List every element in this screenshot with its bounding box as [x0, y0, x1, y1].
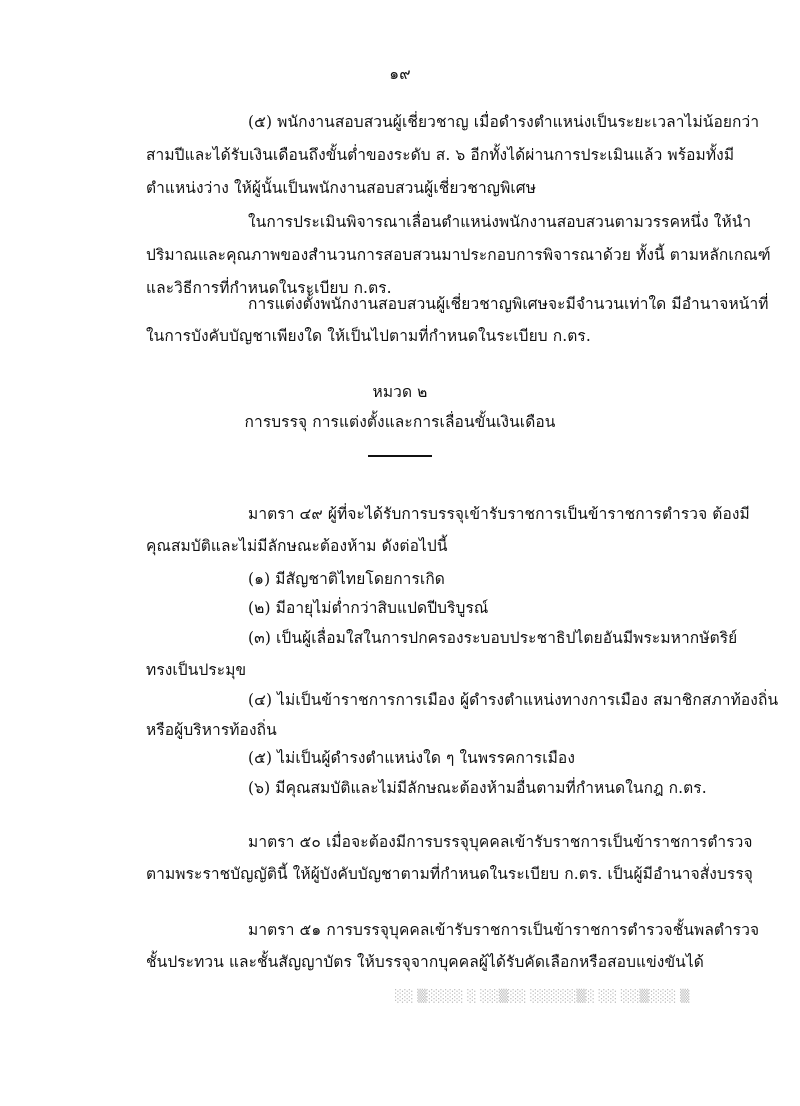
page-number: ๑๙ — [389, 65, 411, 83]
paragraph-line: ในการประเมินพิจารณาเลื่อนตำแหน่งพนักงานสอบสวนตามวรรคหนึ่ง ให้นำ — [248, 213, 752, 231]
chapter-title: การบรรจุ การแต่งตั้งและการเลื่อนขั้นเงินเดือน — [244, 413, 556, 431]
section-50-line: มาตรา ๕๐ เมื่อจะต้องมีการบรรจุบุคคลเข้ารับราชการเป็นข้าราชการตำรวจ — [248, 833, 753, 851]
list-item: (๒) มีอายุไม่ต่ำกว่าสิบแปดปีบริบูรณ์ — [248, 599, 489, 617]
list-item: (๖) มีคุณสมบัติและไม่มีลักษณะต้องห้ามอื่นตามที่กำหนดในกฎ ก.ตร. — [248, 779, 707, 797]
paragraph-line: และวิธีการที่กำหนดในระเบียบ ก.ตร. — [146, 279, 392, 297]
section-51-line: มาตรา ๕๑ การบรรจุบุคคลเข้ารับราชการเป็นข้าราชการตำรวจชั้นพลตำรวจ — [248, 921, 760, 939]
chapter-divider — [368, 455, 432, 457]
section-50-line: ตามพระราชบัญญัตินี้ ให้ผู้บังคับบัญชาตามที่กำหนดในระเบียบ ก.ตร. เป็นผู้มีอำนาจสั่งบรรจุ — [146, 865, 753, 883]
paragraph-line: ตำแหน่งว่าง ให้ผู้นั้นเป็นพนักงานสอบสวนผู้เชี่ยวชาญพิเศษ — [146, 179, 537, 197]
section-49-line: คุณสมบัติและไม่มีลักษณะต้องห้าม ดังต่อไปนี้ — [146, 537, 448, 555]
paragraph-line: ปริมาณและคุณภาพของสำนวนการสอบสวนมาประกอบการพิจารณาด้วย ทั้งนี้ ตามหลักเกณฑ์ — [146, 246, 771, 264]
paragraph-line: สามปีและได้รับเงินเดือนถึงขั้นต่ำของระดับ ส. ๖ อีกทั้งได้ผ่านการประเมินแล้ว พร้อมทั้งมี — [146, 146, 735, 164]
section-49-line: มาตรา ๔๙ ผู้ที่จะได้รับการบรรจุเข้ารับราชการเป็นข้าราชการตำรวจ ต้องมี — [248, 505, 750, 523]
list-item: (๕) ไม่เป็นผู้ดำรงตำแหน่งใด ๆ ในพรรคการเมือง — [248, 749, 576, 767]
paragraph-line: การแต่งตั้งพนักงานสอบสวนผู้เชี่ยวชาญพิเศษจะมีจำนวนเท่าใด มีอำนาจหน้าที่ — [248, 295, 769, 313]
scan-bleedthrough: ░░ ▒░░░░ ░ ░░▒░░ ░░░░░▒░ ░░ ░░▒░░░ ▒ — [395, 989, 690, 1003]
chapter-heading: หมวด ๒ — [372, 383, 428, 401]
list-item: (๓) เป็นผู้เลื่อมใสในการปกครองระบอบประชาธิปไตยอันมีพระมหากษัตริย์ — [248, 629, 738, 647]
section-51-line: ชั้นประทวน และชั้นสัญญาบัตร ให้บรรจุจากบุคคลผู้ได้รับคัดเลือกหรือสอบแข่งขันได้ — [146, 953, 704, 971]
list-item-continuation: หรือผู้บริหารท้องถิ่น — [146, 721, 277, 739]
paragraph-line: ในการบังคับบัญชาเพียงใด ให้เป็นไปตามที่กำหนดในระเบียบ ก.ตร. — [146, 327, 591, 345]
list-item-continuation: ทรงเป็นประมุข — [146, 661, 247, 679]
paragraph-line: (๕) พนักงานสอบสวนผู้เชี่ยวชาญ เมื่อดำรงตำแหน่งเป็นระยะเวลาไม่น้อยกว่า — [248, 113, 760, 131]
list-item: (๔) ไม่เป็นข้าราชการการเมือง ผู้ดำรงตำแหน่งทางการเมือง สมาชิกสภาท้องถิ่น — [248, 691, 779, 709]
list-item: (๑) มีสัญชาติไทยโดยการเกิด — [248, 570, 445, 588]
